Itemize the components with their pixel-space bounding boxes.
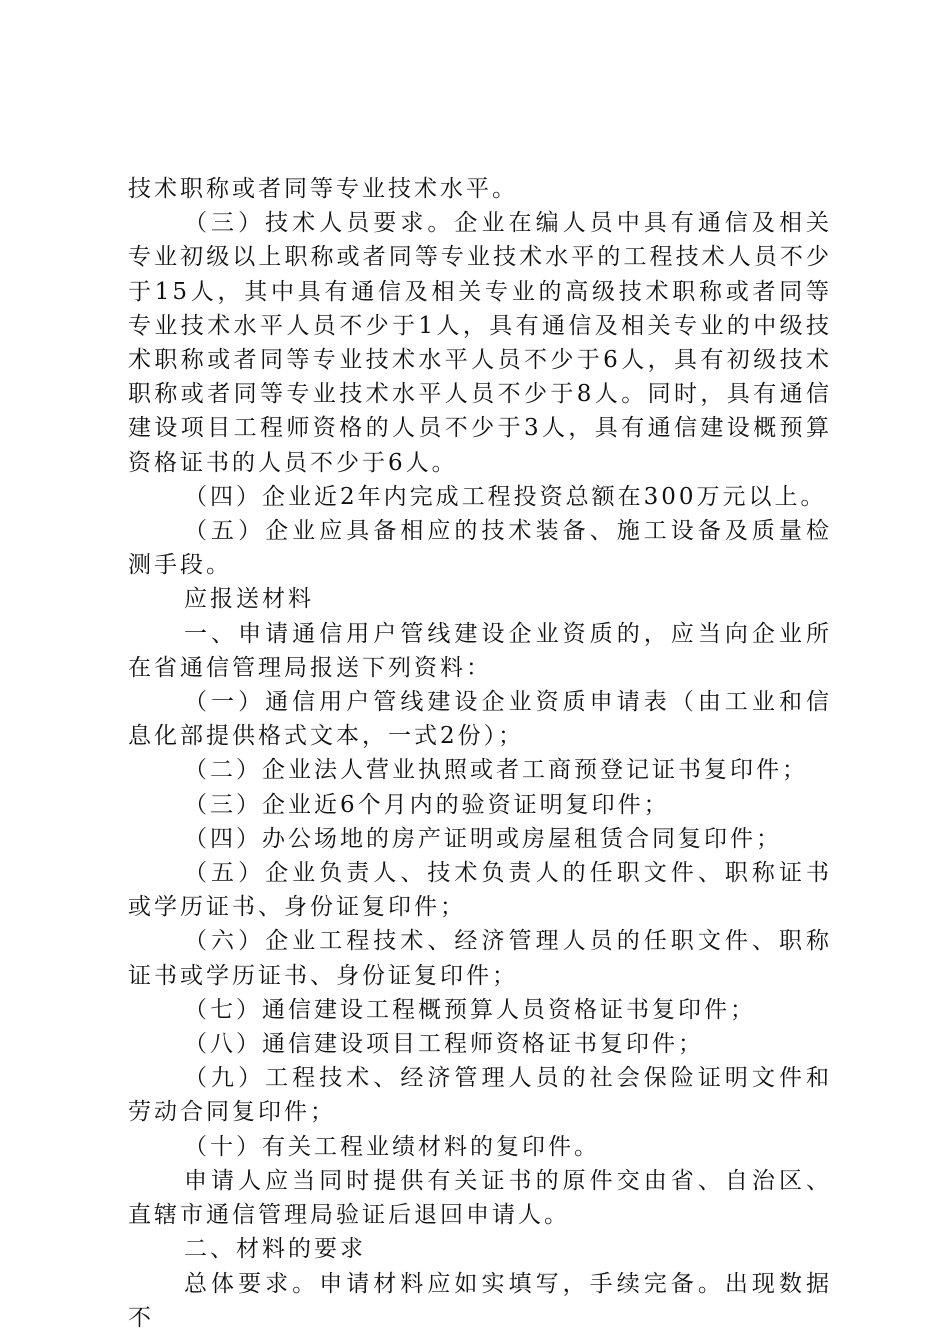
paragraph-equipment-requirement: （五）企业应具备相应的技术装备、施工设备及质量检测手段。 (128, 518, 832, 579)
document-body (128, 172, 832, 1335)
list-item-2: （二）企业法人营业执照或者工商预登记证书复印件； (184, 757, 808, 784)
list-item-7: （七）通信建设工程概预算人员资格证书复印件； (184, 996, 756, 1023)
list-item-5: （五）企业负责人、技术负责人的任职文件、职称证书或学历证书、身份证复印件； (128, 860, 832, 921)
paragraph-general-requirements: 总体要求。申请材料应如实填写，手续完备。出现数据不 (128, 1270, 832, 1331)
paragraph-original-certificates: 申请人应当同时提供有关证书的原件交由省、自治区、直辖市通信管理局验证后退回申请人。 (128, 1167, 832, 1229)
paragraph-continuation: 技术职称或者同等专业技术水平。 (128, 176, 518, 202)
section-heading-material-requirements: 二、材料的要求 (184, 1236, 366, 1263)
list-item-10: （十）有关工程业绩材料的复印件。 (184, 1133, 600, 1160)
list-item-8: （八）通信建设项目工程师资格证书复印件； (184, 1031, 704, 1058)
paragraph-application-intro: 一、申请通信用户管线建设企业资质的，应当向企业所在省通信管理局报送下列资料： (128, 620, 832, 681)
paragraph-investment-requirement: （四）企业近2年内完成工程投资总额在300万元以上。 (184, 483, 827, 510)
list-item-6: （六）企业工程技术、经济管理人员的任职文件、职称证书或学历证书、身份证复印件； (128, 928, 832, 989)
paragraph-technical-staff-requirements: （三）技术人员要求。企业在编人员中具有通信及相关专业初级以上职称或者同等专业技术水平的工程技术人员不少于15人，其中具有通信及相关专业的高级技术职称或者同等专业技术水平人员不少于1人，具有通信及相关专业的中级技术职称或者同等专业技术水平人员不少于6人，具有初级技术职称或者同等专业技术水平人员不少于8人。同时，具有通信建设项目工程师资格的人员不少于3人，具有通信建设概预算资格证书的人员不少于6人。 (128, 210, 832, 476)
section-heading-materials: 应报送材料 (184, 586, 314, 613)
list-item-4: （四）办公场地的房产证明或房屋租赁合同复印件； (184, 825, 782, 852)
list-item-9: （九）工程技术、经济管理人员的社会保险证明文件和劳动合同复印件； (128, 1065, 832, 1126)
list-item-1: （一）通信用户管线建设企业资质申请表（由工业和信息化部提供格式文本，一式2份）； (128, 689, 832, 750)
list-item-3: （三）企业近6个月内的验资证明复印件； (184, 791, 670, 818)
